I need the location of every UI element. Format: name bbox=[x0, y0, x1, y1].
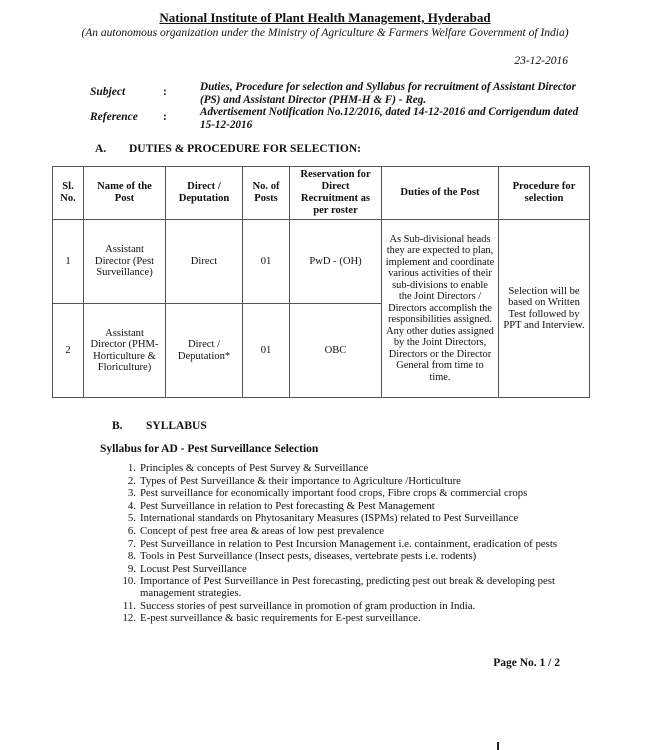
row-2-posts: 01 bbox=[243, 304, 290, 398]
syllabus-list bbox=[122, 462, 560, 626]
item-number: 10. bbox=[122, 575, 136, 588]
header-sl-no: Sl. No. bbox=[53, 167, 84, 220]
item-text: E-pest surveillance & basic requirements for E-pest surveillance. bbox=[140, 612, 421, 625]
item-text: Importance of Pest Surveillance in Pest forecasting, predicting pest out break & developing pest management strategies. bbox=[140, 575, 555, 599]
item-text: International standards on Phytosanitary Measures (ISPMs) related to Pest Surveillance bbox=[140, 512, 519, 525]
header-reservation: Reservation for Direct Recruitment as per roster bbox=[290, 167, 382, 220]
list-item bbox=[122, 575, 560, 599]
header-duties: Duties of the Post bbox=[382, 167, 499, 220]
item-number: 8. bbox=[127, 550, 136, 563]
procedure-cell: Selection will be based on Written Test followed by PPT and Interview. bbox=[499, 220, 590, 398]
reference-colon: : bbox=[163, 111, 167, 123]
item-number: 2. bbox=[127, 474, 136, 487]
item-number: 3. bbox=[127, 487, 136, 500]
reference-value: Advertisement Notification No.12/2016, dated 14-12-2016 and Corrigendum dated 15-12-2016 bbox=[200, 106, 579, 131]
header-mode: Direct / Deputation bbox=[166, 167, 243, 220]
list-item bbox=[127, 487, 560, 500]
item-number: 9. bbox=[127, 562, 136, 575]
list-item bbox=[127, 512, 560, 525]
item-text: Pest Surveillance in relation to Pest Incursion Management i.e. containment, eradication of pests bbox=[140, 537, 558, 550]
duties-table bbox=[52, 166, 590, 398]
subject-label: Subject bbox=[90, 86, 126, 98]
item-text: Locust Pest Surveillance bbox=[140, 562, 247, 575]
org-subtitle: (An autonomous organization under the Ministry of Agriculture & Farmers Welfare Government of India) bbox=[81, 27, 569, 39]
row-2-reservation: OBC bbox=[290, 304, 382, 398]
item-number: 6. bbox=[127, 524, 136, 537]
scan-mark bbox=[497, 742, 499, 750]
org-name: National Institute of Plant Health Management, Hyderabad bbox=[159, 10, 491, 25]
section-b-letter: B. bbox=[112, 420, 123, 432]
section-b-title: SYLLABUS bbox=[146, 420, 207, 432]
row-2-mode: Direct / Deputation* bbox=[166, 304, 243, 398]
page-number: Page No. 1 / 2 bbox=[493, 657, 560, 669]
list-item bbox=[122, 599, 560, 613]
list-item bbox=[127, 499, 560, 513]
section-b-heading bbox=[112, 420, 207, 432]
table-row bbox=[53, 220, 590, 304]
item-text: Pest surveillance for economically important food crops, Fibre crops & commercial crops bbox=[140, 487, 528, 500]
row-1-sl: 1 bbox=[53, 220, 84, 304]
subject-value: Duties, Procedure for selection and Syllabus for recruitment of Assistant Director (PS) and Assistant Director (PHM-H & F) - Reg. bbox=[200, 81, 576, 106]
list-item bbox=[122, 612, 560, 625]
section-a-title: DUTIES & PROCEDURE FOR SELECTION: bbox=[129, 143, 361, 155]
reference-label: Reference bbox=[90, 111, 138, 123]
list-item bbox=[127, 524, 560, 538]
row-2-post: Assistant Director (PHM-Horticulture & Floriculture) bbox=[84, 304, 166, 398]
item-number: 7. bbox=[127, 537, 136, 550]
section-a-letter: A. bbox=[95, 143, 107, 155]
item-number: 12. bbox=[122, 612, 136, 625]
header-procedure: Procedure for selection bbox=[499, 167, 590, 220]
list-item bbox=[127, 537, 560, 551]
item-text: Pest Surveillance in relation to Pest forecasting & Pest Management bbox=[140, 499, 435, 512]
list-item bbox=[127, 550, 560, 563]
row-1-mode: Direct bbox=[166, 220, 243, 304]
list-item bbox=[127, 462, 560, 475]
header-post-name: Name of the Post bbox=[84, 167, 166, 220]
row-1-posts: 01 bbox=[243, 220, 290, 304]
section-a-heading bbox=[95, 143, 361, 155]
subject-colon: : bbox=[163, 86, 167, 98]
item-text: Concept of pest free area & areas of low pest prevalence bbox=[140, 524, 385, 537]
item-text: Types of Pest Surveillance & their importance to Agriculture /Horticulture bbox=[140, 474, 461, 487]
item-number: 4. bbox=[127, 499, 136, 512]
row-1-post: Assistant Director (Pest Surveillance) bbox=[84, 220, 166, 304]
duties-cell: As Sub-divisional heads they are expected to plan, implement and coordinate various activities of their sub-divisions to enable the Joint Directors / Directors accomplish the responsibilities assigned. Any other duties assigned by the Joint Directors, Directors or the Director General from time to time. bbox=[382, 220, 499, 398]
list-item bbox=[127, 562, 560, 576]
document-date: 23-12-2016 bbox=[514, 55, 568, 67]
table-header-row bbox=[53, 167, 590, 220]
syllabus-heading: Syllabus for AD - Pest Surveillance Selection bbox=[100, 443, 319, 455]
list-item bbox=[127, 474, 560, 488]
item-number: 11. bbox=[122, 599, 136, 612]
item-text: Tools in Pest Surveillance (Insect pests, diseases, vertebrate pests i.e. rodents) bbox=[140, 550, 477, 563]
item-number: 1. bbox=[127, 462, 136, 474]
row-1-reservation: PwD - (OH) bbox=[290, 220, 382, 304]
row-2-sl: 2 bbox=[53, 304, 84, 398]
header-no-of-posts: No. of Posts bbox=[243, 167, 290, 220]
item-text: Success stories of pest surveillance in promotion of gram production in India. bbox=[140, 599, 476, 612]
item-number: 5. bbox=[127, 512, 136, 525]
item-text: Principles & concepts of Pest Survey & Surveillance bbox=[140, 462, 369, 474]
